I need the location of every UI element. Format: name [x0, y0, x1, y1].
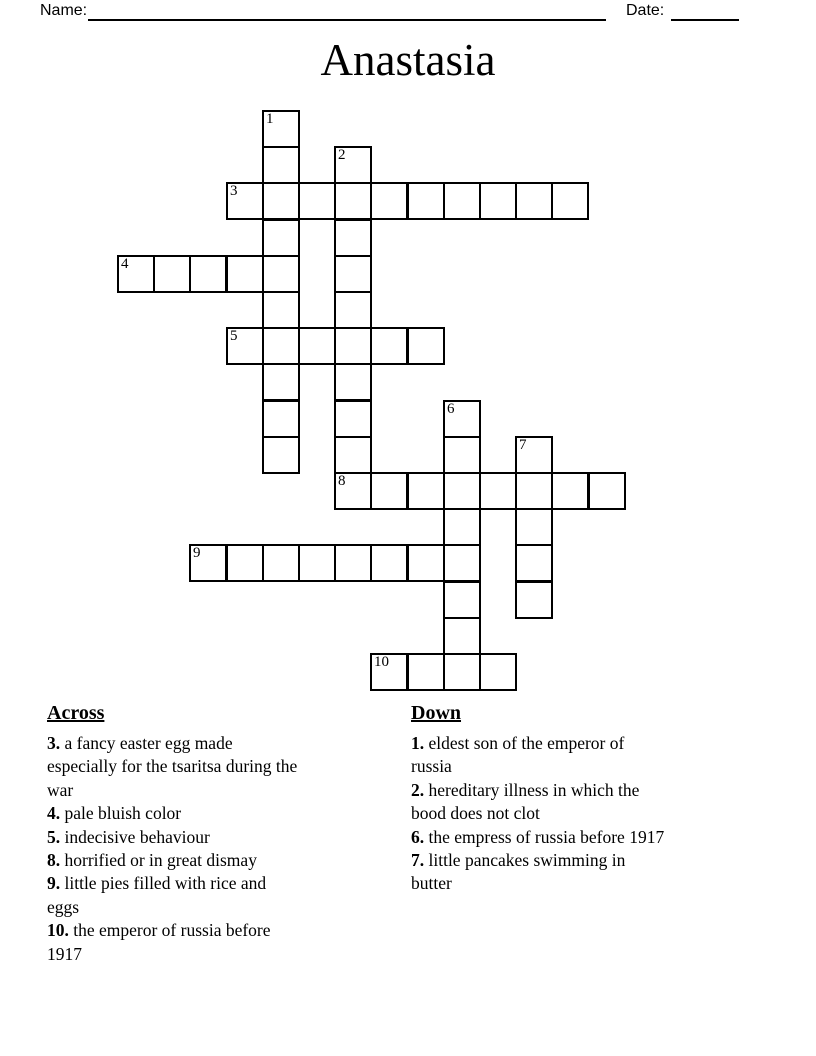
grid-cell[interactable] — [443, 182, 481, 220]
grid-cell-2[interactable] — [334, 146, 372, 184]
grid-cell-5[interactable] — [226, 327, 264, 365]
grid-cell[interactable] — [334, 182, 372, 220]
grid-cell[interactable] — [262, 400, 300, 438]
clue-across-10 — [47, 919, 392, 966]
clue-down-7 — [411, 849, 761, 896]
cell-number: 10 — [374, 654, 389, 670]
down-clues-section — [411, 701, 761, 896]
cell-number: 5 — [230, 328, 238, 344]
cell-number: 3 — [230, 183, 238, 199]
grid-cell[interactable] — [262, 291, 300, 329]
grid-cell[interactable] — [370, 544, 408, 582]
grid-cell[interactable] — [334, 363, 372, 401]
grid-cell[interactable] — [407, 327, 445, 365]
grid-cell[interactable] — [515, 544, 553, 582]
clue-line: 1. eldest son of the emperor of — [411, 733, 625, 753]
name-input-line[interactable] — [88, 2, 606, 21]
clue-down-1 — [411, 732, 761, 779]
grid-cell[interactable] — [298, 544, 336, 582]
clue-line: 2. hereditary illness in which the — [411, 779, 640, 800]
clue-line: especially for the tsaritsa during the — [47, 756, 298, 777]
grid-cell[interactable] — [443, 544, 481, 582]
grid-cell[interactable] — [407, 653, 445, 691]
grid-cell[interactable] — [407, 472, 445, 510]
grid-cell[interactable] — [334, 327, 372, 365]
clue-line: eggs — [47, 896, 80, 917]
grid-cell[interactable] — [262, 182, 300, 220]
grid-cell[interactable] — [153, 255, 191, 293]
clue-number: 10. — [47, 920, 69, 941]
cell-number: 2 — [338, 147, 346, 163]
grid-cell[interactable] — [443, 508, 481, 546]
grid-cell[interactable] — [515, 472, 553, 510]
clue-down-2 — [411, 779, 761, 826]
grid-cell[interactable] — [515, 182, 553, 220]
grid-cell[interactable] — [515, 508, 553, 546]
clue-number: 7. — [411, 850, 425, 871]
cell-number: 9 — [193, 545, 201, 561]
grid-cell[interactable] — [588, 472, 626, 510]
grid-cell[interactable] — [407, 182, 445, 220]
clue-number: 8. — [47, 850, 61, 871]
grid-cell-3[interactable] — [226, 182, 264, 220]
grid-cell-1[interactable] — [262, 110, 300, 148]
grid-cell[interactable] — [334, 400, 372, 438]
clue-number: 3. — [47, 733, 61, 753]
grid-cell-8[interactable] — [334, 472, 372, 510]
grid-cell[interactable] — [479, 653, 517, 691]
across-clues-section — [47, 701, 392, 966]
clue-line: 5. indecisive behaviour — [47, 826, 210, 847]
grid-cell[interactable] — [262, 363, 300, 401]
grid-cell[interactable] — [334, 544, 372, 582]
clue-line: bood does not clot — [411, 803, 540, 824]
grid-cell[interactable] — [262, 436, 300, 474]
clue-line: 4. pale bluish color — [47, 803, 182, 824]
clue-line: 3. a fancy easter egg made — [47, 733, 233, 753]
down-heading: Down — [411, 702, 462, 724]
cell-number: 4 — [121, 256, 129, 272]
grid-cell[interactable] — [334, 219, 372, 257]
grid-cell[interactable] — [226, 255, 264, 293]
grid-cell[interactable] — [370, 327, 408, 365]
clue-line: war — [47, 779, 74, 800]
clue-line: russia — [411, 756, 452, 777]
grid-cell-6[interactable] — [443, 400, 481, 438]
grid-cell[interactable] — [443, 436, 481, 474]
clue-number: 5. — [47, 826, 61, 847]
grid-cell[interactable] — [298, 182, 336, 220]
clue-line: 8. horrified or in great dismay — [47, 850, 257, 871]
grid-cell[interactable] — [551, 472, 589, 510]
grid-cell[interactable] — [262, 544, 300, 582]
clue-number: 1. — [411, 733, 425, 753]
grid-cell[interactable] — [443, 617, 481, 655]
down-clue-list — [411, 732, 761, 896]
grid-cell[interactable] — [262, 255, 300, 293]
clue-line: 7. little pancakes swimming in — [411, 850, 626, 871]
cell-number: 7 — [519, 437, 527, 453]
grid-cell[interactable] — [262, 219, 300, 257]
clue-across-3 — [47, 732, 392, 802]
clue-line: 10. the emperor of russia before — [47, 920, 271, 941]
date-input-line[interactable] — [671, 2, 739, 21]
cell-number: 1 — [266, 111, 274, 127]
cell-number: 8 — [338, 473, 346, 489]
clue-line: 1917 — [47, 943, 82, 964]
clue-across-4 — [47, 802, 392, 825]
grid-cell[interactable] — [334, 255, 372, 293]
clue-line: butter — [411, 873, 452, 894]
grid-cell[interactable] — [443, 653, 481, 691]
clue-number: 2. — [411, 779, 425, 800]
clue-line: 9. little pies filled with rice and — [47, 873, 267, 894]
across-heading: Across — [47, 702, 105, 724]
grid-cell-9[interactable] — [189, 544, 227, 582]
grid-cell[interactable] — [262, 146, 300, 184]
grid-cell[interactable] — [298, 327, 336, 365]
grid-cell-4[interactable] — [117, 255, 155, 293]
grid-cell[interactable] — [334, 436, 372, 474]
grid-cell[interactable] — [370, 472, 408, 510]
grid-cell[interactable] — [443, 581, 481, 619]
clue-across-8 — [47, 849, 392, 872]
clue-line: 6. the empress of russia before 1917 — [411, 826, 665, 847]
grid-cell[interactable] — [479, 472, 517, 510]
page-title: Anastasia — [320, 35, 496, 85]
clue-number: 6. — [411, 826, 425, 847]
across-clue-list — [47, 732, 392, 966]
clue-across-9 — [47, 872, 392, 919]
cell-number: 6 — [447, 401, 455, 417]
clue-down-6 — [411, 826, 761, 849]
grid-cell[interactable] — [189, 255, 227, 293]
clue-number: 4. — [47, 803, 61, 824]
grid-cell[interactable] — [479, 182, 517, 220]
clue-across-5 — [47, 826, 392, 849]
grid-cell-7[interactable] — [515, 436, 553, 474]
grid-cell[interactable] — [370, 182, 408, 220]
grid-cell[interactable] — [551, 182, 589, 220]
grid-cell-10[interactable] — [370, 653, 408, 691]
grid-cell[interactable] — [515, 581, 553, 619]
grid-cell[interactable] — [226, 544, 264, 582]
grid-cell[interactable] — [407, 544, 445, 582]
grid-cell[interactable] — [334, 291, 372, 329]
name-label: Name: — [40, 2, 88, 19]
grid-cell[interactable] — [443, 472, 481, 510]
clue-number: 9. — [47, 873, 61, 894]
date-label: Date: — [626, 2, 665, 19]
grid-cell[interactable] — [262, 327, 300, 365]
